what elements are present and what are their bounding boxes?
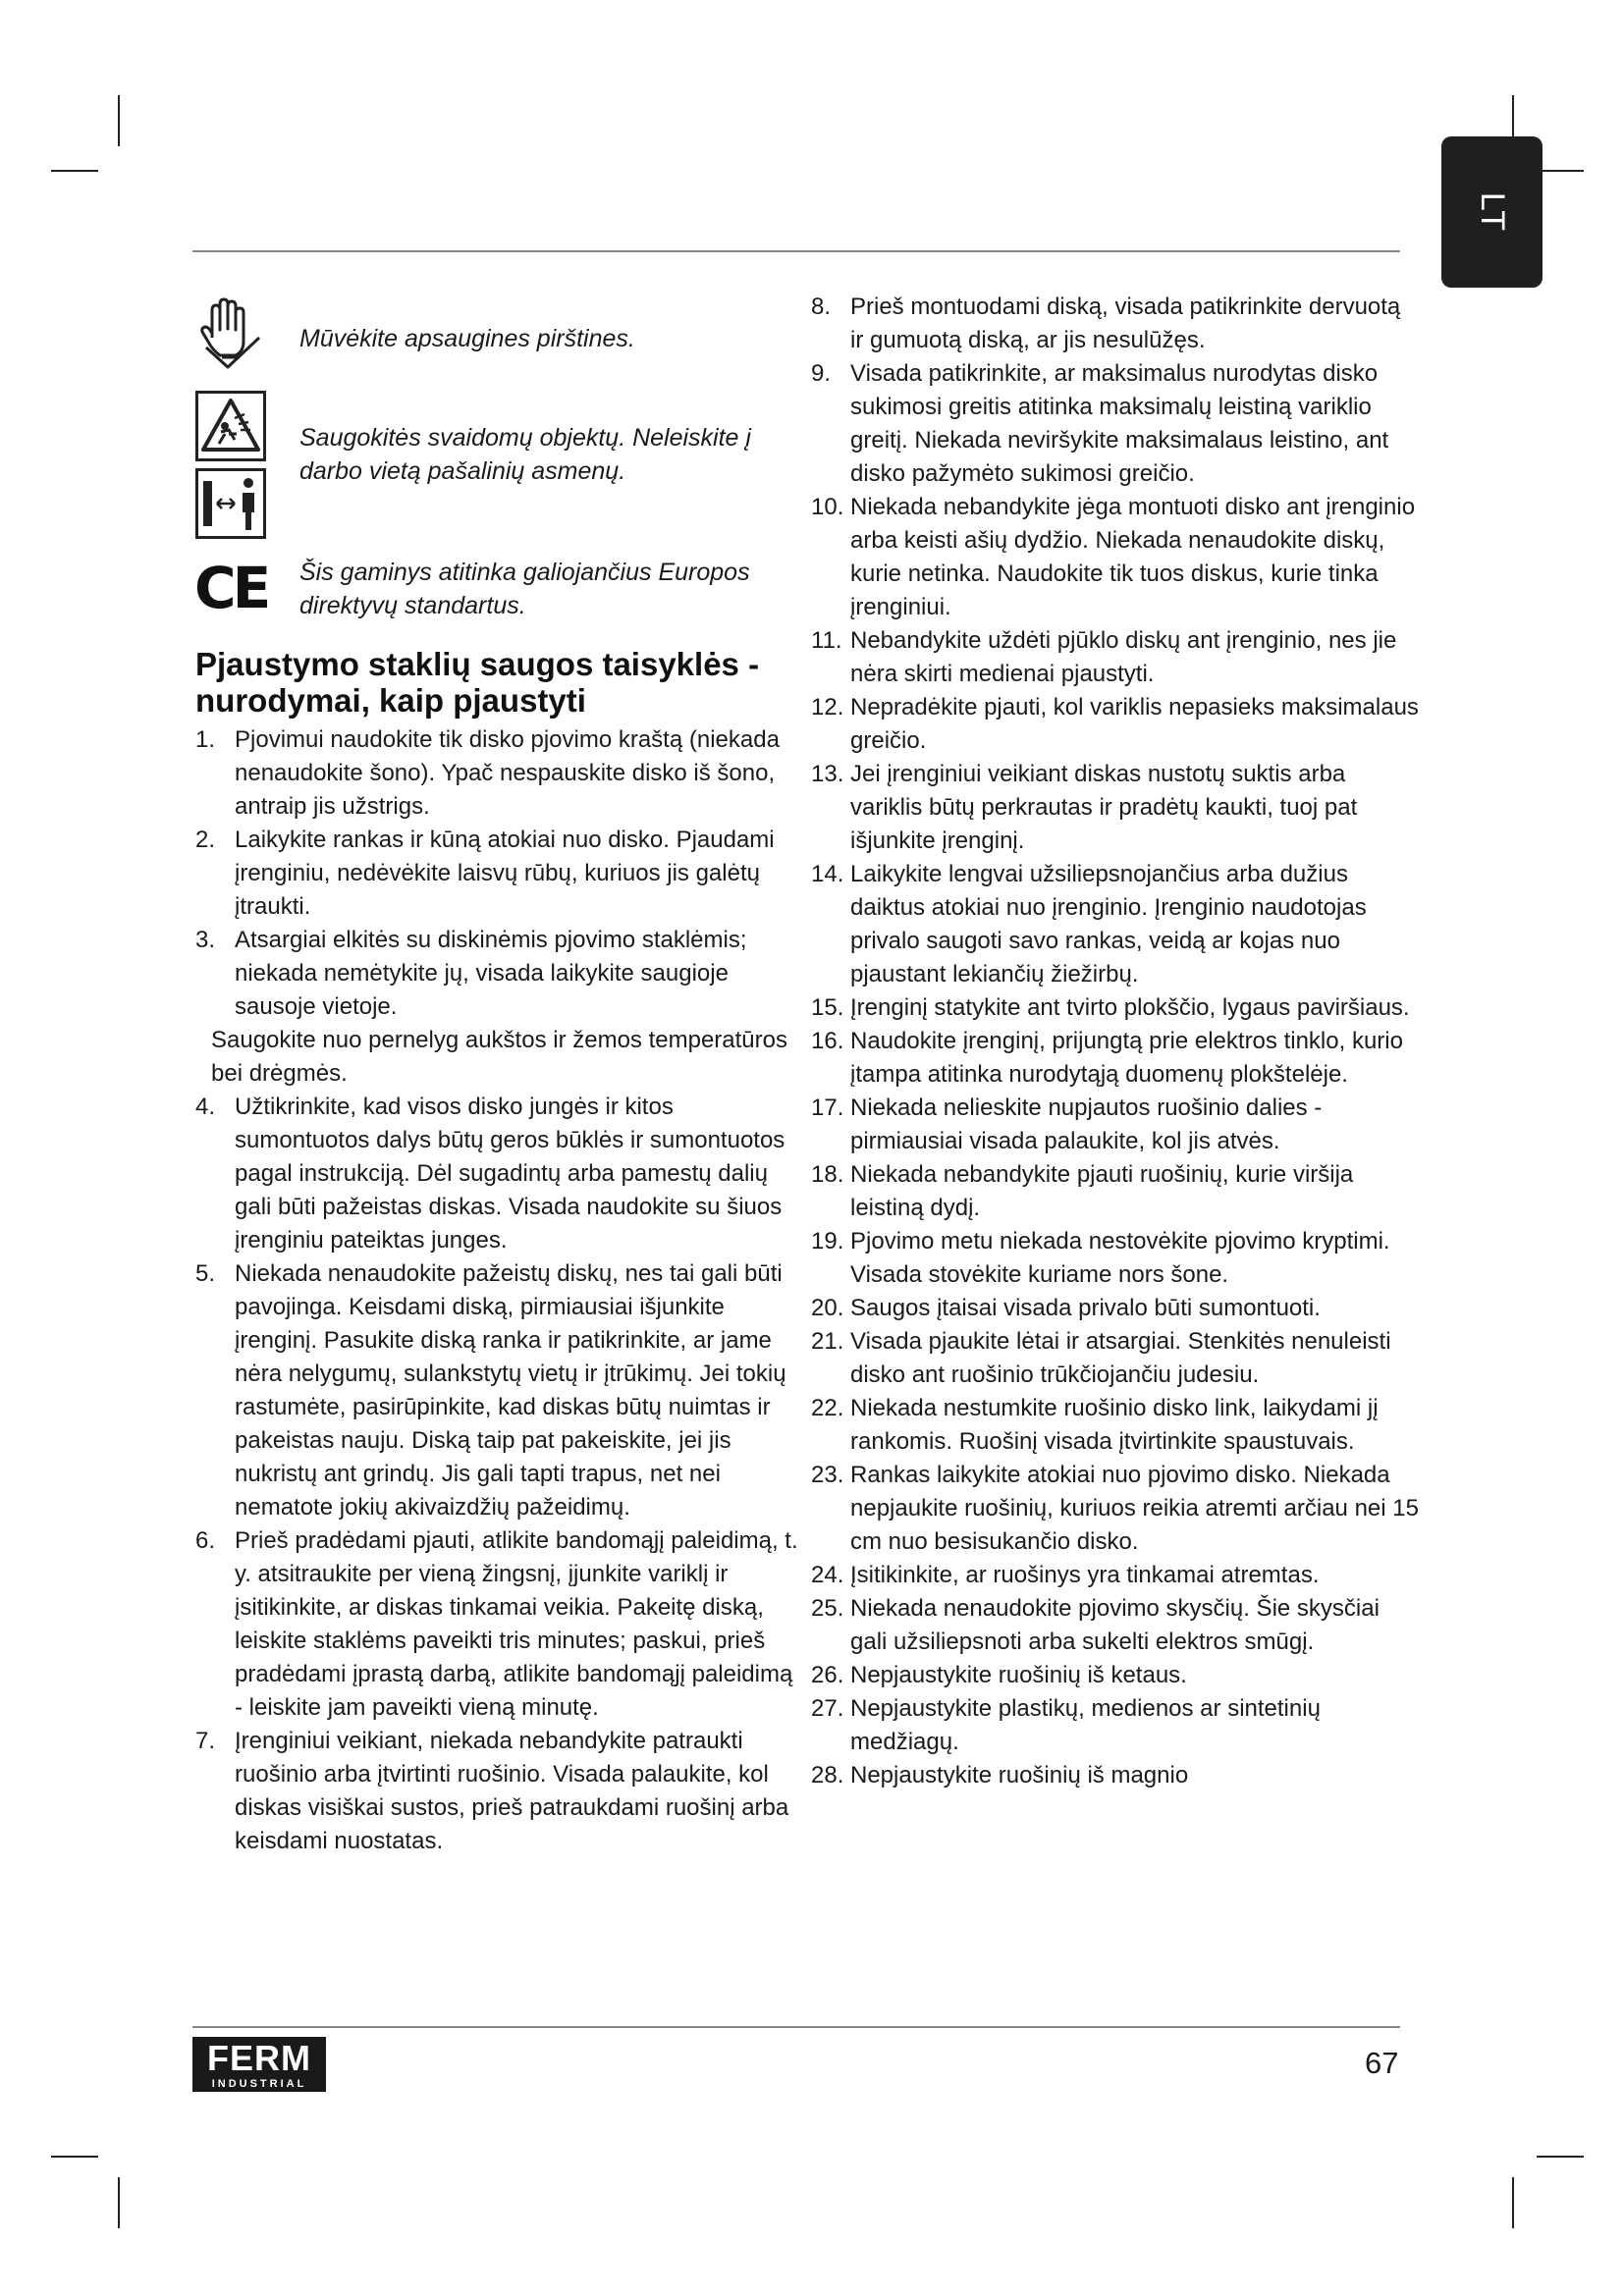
item-number: 27. <box>811 1695 844 1722</box>
list-item <box>811 1225 1420 1292</box>
ce-text: Šis gaminys atitinka galiojančius Europos direktyvų standartus. <box>299 559 750 619</box>
item-number: 11. <box>811 627 842 654</box>
projectiles-text: Saugokitės svaidomų objektų. Neleiskite į darbo vietą pašalinių asmenų. <box>299 424 751 485</box>
list-item <box>195 1524 799 1725</box>
item-number: 18. <box>811 1161 844 1188</box>
list-item <box>811 1659 1420 1692</box>
crop-mark <box>1537 2156 1584 2158</box>
left-column <box>195 723 799 1858</box>
item-text: Įrenginiui veikiant, niekada nebandykite patraukti ruošinio arba įtvirtinti ruošinio. Visada palaukite, kol diskas visiškai sustos, prieš patraukdami ruošinį arba keisdami nuostatas. <box>235 1728 789 1854</box>
list-item <box>811 1325 1420 1392</box>
item-number: 22. <box>811 1395 844 1421</box>
list-item <box>811 1392 1420 1459</box>
gloves-icon <box>198 296 267 369</box>
list-item <box>811 1559 1420 1592</box>
item-number: 19. <box>811 1228 844 1255</box>
storage-note: Saugokite nuo pernelyg aukštos ir žemos temperatūros bei drėgmės. <box>211 1027 787 1087</box>
item-text: Laikykite lengvai užsiliepsnojančius arba dužius daiktus atokiai nuo įrenginio. Įrenginio naudotojas privalo saugoti savo rankas, veidą ar kojas nuo pjaustant lekiančių žiežirbų. <box>850 861 1367 988</box>
item-text: Užtikrinkite, kad visos disko jungės ir kitos sumontuotos dalys būtų geros būklės ir sumontuotos pagal instrukciją. Dėl sugadintų arba pamestų dalių gali būti pažeistas diskas. Visada naudokite su šiuos įrenginiu pateiktas junges. <box>235 1094 785 1254</box>
right-column <box>811 291 1420 1792</box>
item-text: Prieš pradėdami pjauti, atlikite bandomąjį paleidimą, t. y. atsitraukite per vieną žingsnį, įjunkite variklį ir įsitikinkite, ar diskas tinkamai veikia. Pakeitę diską, leiskite staklėms paveikti tris minutes; paskui, prieš pradėdami įprastą darbą, atlikite bandomąjį paleidimą - leiskite jam paveikti vieną minutę. <box>235 1527 798 1721</box>
top-rule <box>192 250 1400 252</box>
item-text: Saugos įtaisai visada privalo būti sumontuoti. <box>850 1295 1321 1321</box>
item-number: 14. <box>811 861 844 887</box>
list-item <box>811 291 1420 357</box>
list-item <box>811 1292 1420 1325</box>
item-text: Niekada nebandykite jėga montuoti disko ant įrenginio arba keisti ašių dydžio. Niekada nenaudokite diskų, kurie netinka. Naudokite tik tuos diskus, kurie tinka įrenginiui. <box>850 494 1416 620</box>
ce-mark-icon: CE <box>194 555 268 621</box>
item-text: Niekada nestumkite ruošinio disko link, laikydami jį rankomis. Ruošinį visada įtvirtinkite spaustuvais. <box>850 1395 1379 1455</box>
item-number: 25. <box>811 1595 844 1622</box>
item-number: 4. <box>195 1094 216 1120</box>
list-item <box>811 624 1420 691</box>
crop-mark <box>118 95 120 146</box>
item-number: 13. <box>811 761 844 787</box>
item-number: 2. <box>195 827 216 853</box>
list-item <box>195 723 799 824</box>
bottom-rule <box>192 2026 1400 2028</box>
item-text: Nepradėkite pjauti, kol variklis nepasieks maksimalaus greičio. <box>850 694 1419 754</box>
item-text: Niekada nenaudokite pjovimo skysčių. Šie skysčiai gali užsiliepsnoti arba sukelti elektros smūgį. <box>850 1595 1380 1655</box>
list-item <box>811 991 1420 1025</box>
ferm-industrial-logo <box>192 2037 326 2092</box>
page-number: 67 <box>1365 2046 1399 2080</box>
list-item <box>811 491 1420 624</box>
item-text: Niekada nelieskite nupjautos ruošinio dalies - pirmiausiai visada palaukite, kol jis atvės. <box>850 1095 1323 1154</box>
list-item <box>811 1459 1420 1559</box>
item-text: Nepjaustykite ruošinių iš ketaus. <box>850 1662 1187 1688</box>
item-text: Rankas laikykite atokiai nuo pjovimo disko. Niekada nepjaukite ruošinių, kuriuos reikia atremti arčiau nei 15 cm nuo besisukančio disko. <box>850 1462 1419 1555</box>
item-text: Nebandykite uždėti pjūklo diskų ant įrenginio, nes jie nėra skirti medienai pjaustyti. <box>850 627 1397 687</box>
item-number: 5. <box>195 1260 216 1287</box>
item-text: Niekada nenaudokite pažeistų diskų, nes tai gali būti pavojinga. Keisdami diską, pirmiausiai išjunkite įrenginį. Pasukite diską ranka ir patikrinkite, ar jame nėra nelygumų, sulankstytų vietų ir įtrūkimų. Jei tokių rastumėte, pasirūpinkite, kad diskas būtų nuimtas ir pakeistas nauju. Diską taip pat pakeiskite, jei jis nukristų ant grindų. Jis gali tapti trapus, net nei nematote jokių akivaizdžių pažeidimų. <box>235 1260 786 1521</box>
list-item <box>195 824 799 924</box>
list-item <box>811 1759 1420 1792</box>
crop-mark <box>1512 2177 1514 2228</box>
language-tab-label: LT <box>1474 191 1511 233</box>
list-item <box>811 1092 1420 1158</box>
gloves-text: Mūvėkite apsaugines pirštines. <box>299 325 635 352</box>
item-number: 8. <box>811 294 832 320</box>
item-number: 23. <box>811 1462 844 1488</box>
item-text: Visada pjaukite lėtai ir atsargiai. Stenkitės nenuleisti disko ant ruošinio trūkčiojančiu judesiu. <box>850 1328 1391 1388</box>
list-item <box>195 1257 799 1524</box>
item-number: 24. <box>811 1562 844 1588</box>
item-text: Laikykite rankas ir kūną atokiai nuo disko. Pjaudami įrenginiu, nedėvėkite laisvų rūbų, kuriuos jis galėtų įtraukti. <box>235 827 775 920</box>
list-item <box>811 858 1420 991</box>
crop-mark <box>51 170 98 172</box>
item-number: 16. <box>811 1028 844 1054</box>
item-number: 9. <box>811 360 832 387</box>
crop-mark <box>51 2156 98 2158</box>
item-number: 15. <box>811 994 844 1021</box>
item-text: Naudokite įrenginį, prijungtą prie elektros tinklo, kurio įtampa atitinka nurodytąją duomenų plokštelėje. <box>850 1028 1403 1088</box>
item-text: Niekada nebandykite pjauti ruošinių, kurie viršija leistiną dydį. <box>850 1161 1354 1221</box>
item-number: 21. <box>811 1328 844 1355</box>
list-item <box>811 1592 1420 1659</box>
item-number: 3. <box>195 927 216 953</box>
item-text: Nepjaustykite plastikų, medienos ar sintetinių medžiagų. <box>850 1695 1321 1755</box>
item-number: 6. <box>195 1527 216 1554</box>
list-item <box>811 357 1420 491</box>
list-item <box>811 758 1420 858</box>
item-text: Įrenginį statykite ant tvirto plokščio, lygaus paviršiaus. <box>850 994 1410 1021</box>
item-text: Pjovimo metu niekada nestovėkite pjovimo kryptimi. Visada stovėkite kuriame nors šone. <box>850 1228 1390 1288</box>
logo-subtitle: INDUSTRIAL <box>211 2078 307 2090</box>
item-text: Visada patikrinkite, ar maksimalus nurodytas disko sukimosi greitis atitinka maksimalų leistiną variklio greitį. Niekada neviršykite maksimalaus leistino, ant disko pažymėto sukimosi greičio. <box>850 360 1389 487</box>
item-number: 17. <box>811 1095 844 1121</box>
item-text: Prieš montuodami diską, visada patikrinkite dervuotą ir gumuotą diską, ar jis nesulūžęs. <box>850 294 1401 353</box>
list-item <box>811 1158 1420 1225</box>
logo-wordmark: FERM <box>207 2038 311 2078</box>
item-text: Nepjaustykite ruošinių iš magnio <box>850 1762 1189 1789</box>
list-item <box>811 1025 1420 1092</box>
list-item <box>195 1091 799 1257</box>
item-number: 12. <box>811 694 844 721</box>
list-item <box>811 1692 1420 1759</box>
crop-mark <box>118 2177 120 2228</box>
item-number: 28. <box>811 1762 844 1789</box>
item-number: 7. <box>195 1728 216 1754</box>
item-number: 1. <box>195 726 216 753</box>
list-item <box>195 924 799 1024</box>
crop-mark <box>1537 170 1584 172</box>
item-number: 10. <box>811 494 844 520</box>
item-number: 26. <box>811 1662 844 1688</box>
item-number: 20. <box>811 1295 844 1321</box>
list-item <box>195 1725 799 1858</box>
item-text: Įsitikinkite, ar ruošinys yra tinkamai atremtas. <box>850 1562 1320 1588</box>
section-heading: Pjaustymo staklių saugos taisyklės - nurodymai, kaip pjaustyti <box>195 646 760 719</box>
item-text: Pjovimui naudokite tik disko pjovimo kraštą (niekada nenaudokite šono). Ypač nespauskite disko iš šono, antraip jis užstrigs. <box>235 726 780 820</box>
list-item <box>811 691 1420 758</box>
item-text: Atsargiai elkitės su diskinėmis pjovimo staklėmis; niekada nemėtykite jų, visada laikykite saugioje sausoje vietoje. <box>235 927 747 1020</box>
warning-projectile-icon <box>195 391 266 540</box>
language-tab <box>1441 136 1543 288</box>
item-text: Jei įrenginiui veikiant diskas nustotų suktis arba variklis būtų perkrautas ir pradėtų kaukti, tuoj pat išjunkite įrenginį. <box>850 761 1358 854</box>
